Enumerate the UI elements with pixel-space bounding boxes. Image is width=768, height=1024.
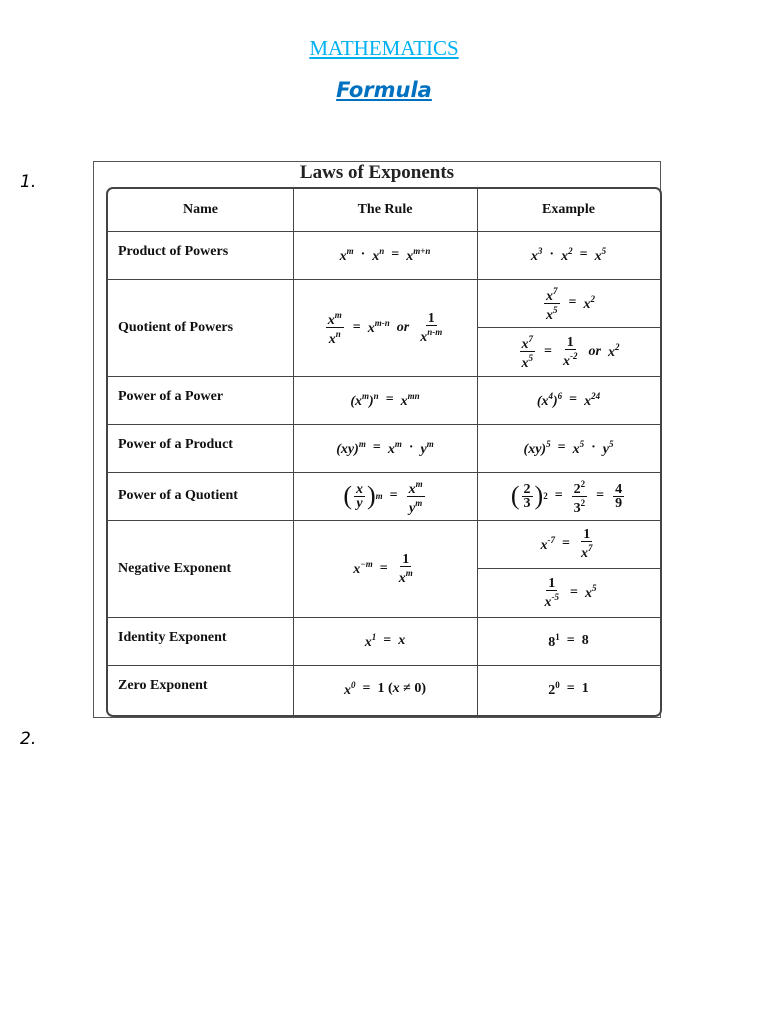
example-negative-exponent-1: $x^{-7}$ = $\frac{1}{x^7}$: [540, 527, 593, 561]
laws-of-exponents-table: [93, 161, 661, 718]
list-number-2: 2.: [20, 729, 37, 749]
row-name: Product of Powers: [118, 244, 229, 259]
example-negative-exponent-2: $\frac{1}{x^{-5}}$ = $x^5$: [544, 575, 597, 610]
table-grid: [106, 187, 662, 717]
rule-negative-exponent: $x^{-m}$ = $\frac{1}{x^m}$: [353, 551, 413, 586]
row-name: Quotient of Powers: [118, 319, 234, 335]
header-name: Name: [183, 202, 218, 217]
header-rule: The Rule: [357, 202, 413, 217]
document-subtitle: Formula: [336, 78, 432, 102]
example-power-of-a-product: (xy)$^5$ = $x^5$ · $y^5$: [523, 438, 614, 457]
row-name: Power of a Power: [118, 389, 224, 404]
example-power-of-a-power: $(x^4)^6$ = $x^{24}$: [536, 390, 601, 409]
row-name: Negative Exponent: [118, 560, 232, 576]
rule-quotient-of-powers: $\frac{x^m}{x^n}$ = $x^{m-n}$ or $\frac{1}{x^{n-m}}$: [327, 310, 443, 347]
example-zero-exponent: $2^0$ = 1: [548, 679, 589, 698]
example-quotient-of-powers-2: $\frac{x^7}{x^5}$ = $\frac{1}{x^{-2}}$ or $x^2$: [521, 334, 620, 371]
list-number-1: 1.: [20, 172, 37, 192]
rule-product-of-powers: $x^m$ · $x^n$ = $x^{m+n}$: [339, 245, 431, 264]
row-name: Power of a Quotient: [118, 488, 238, 503]
row-name: Zero Exponent: [118, 678, 208, 693]
rule-identity-exponent: $x^1$ = x: [364, 631, 406, 650]
document-title: MATHEMATICS: [309, 36, 459, 60]
table-title: Laws of Exponents: [299, 162, 455, 183]
rule-zero-exponent: $x^0$ = 1 ( x ≠ 0): [343, 679, 426, 698]
rule-power-of-a-power: $(x^m)^n$ = $x^{mn}$: [350, 390, 420, 409]
example-quotient-of-powers-1: $\frac{x^7}{x^5}$ = $x^2$: [546, 285, 595, 323]
row-name: Identity Exponent: [118, 630, 227, 645]
rule-power-of-a-quotient: ( $\frac{x}{y}$ ) m = $\frac{x^m}{y^m}$: [343, 478, 423, 516]
example-identity-exponent: $8^1$ = 8: [548, 631, 589, 650]
header-example: Example: [542, 202, 595, 217]
rule-power-of-a-product: (xy)$^m$ = $x^m$ · $y^m$: [336, 438, 434, 457]
example-product-of-powers: $x^3$ · $x^2$ = $x^5$: [530, 245, 607, 264]
example-power-of-a-quotient: ( $\frac{2}{3}$ ) 2 = $\frac{2^2}{3^2}$ = $\frac{4}{9}$: [510, 478, 623, 516]
row-name: Power of a Product: [118, 437, 233, 452]
